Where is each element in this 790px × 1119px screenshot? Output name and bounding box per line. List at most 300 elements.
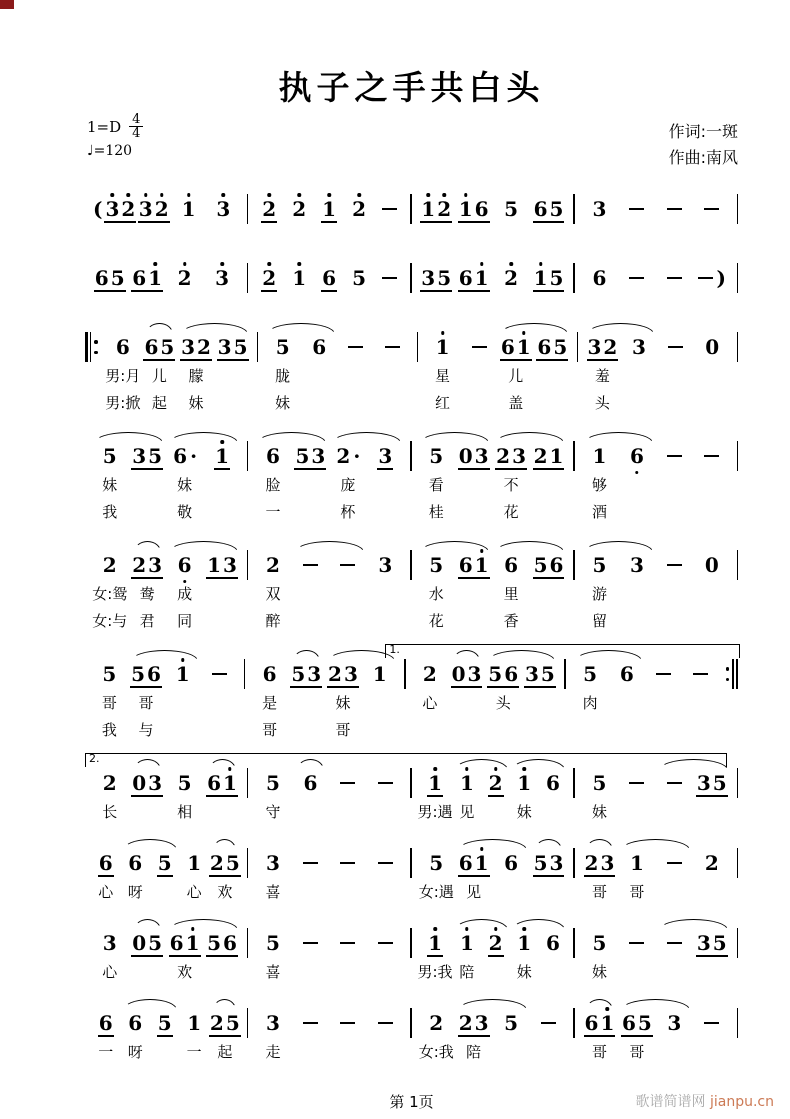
note-token: 0 3 [132, 771, 163, 795]
note-token: 2 [704, 851, 719, 875]
lyric-cell [455, 500, 492, 525]
lyric-cell [530, 880, 567, 905]
note-cell [264, 332, 301, 362]
note-cell [418, 441, 455, 471]
dash-hold [668, 346, 683, 349]
note-token [338, 851, 357, 875]
dash-hold [378, 782, 393, 785]
note-token: 5 [352, 266, 367, 290]
note-cell [374, 263, 404, 293]
note-cell [128, 928, 165, 958]
note-token: 5 [429, 851, 444, 875]
measure [412, 928, 574, 985]
measure [248, 441, 410, 525]
note-token [666, 335, 685, 359]
note-token [539, 1011, 558, 1035]
lyric-cell: 呀 [127, 1043, 143, 1061]
corner-artifact [0, 0, 14, 9]
note-token: 1 [435, 335, 451, 359]
lyric-cell: 喜 [265, 963, 281, 981]
note-cell [128, 550, 165, 580]
octave-dot-above [465, 927, 469, 931]
lyric-cell: 君 [139, 612, 155, 630]
lyric-cell [292, 960, 329, 985]
note-token: 6 5 [533, 197, 564, 221]
lyric-cell [292, 800, 329, 825]
lyric-cell: 看 [428, 476, 444, 494]
octave-dot-above [606, 1007, 610, 1011]
barline [737, 332, 739, 362]
note-cell [530, 550, 567, 580]
lyric-cell [572, 718, 609, 743]
measure [248, 928, 410, 985]
note-cell [120, 848, 149, 878]
lyric-cell: 心 [422, 694, 438, 712]
measure [412, 441, 574, 525]
measure [406, 659, 565, 743]
measure [412, 263, 574, 293]
octave-dot-above [522, 927, 526, 931]
lyric-cell [128, 960, 165, 985]
lyric-cell [618, 473, 655, 498]
octave-dot-below [635, 471, 639, 475]
note-token: 6 1 [206, 771, 238, 797]
lyric-cell [693, 473, 730, 498]
note-cell [292, 928, 329, 958]
octave-dot-above [327, 193, 331, 197]
lyric-cell: 欢 [217, 883, 233, 901]
slur-arc [586, 839, 613, 850]
note-token: 5 [592, 931, 607, 955]
note-token: 5 [504, 1011, 519, 1035]
note-cell [481, 768, 510, 798]
note-cell [171, 194, 206, 224]
note-cell [418, 263, 455, 293]
note-cell [418, 848, 455, 878]
octave-dot-above [539, 262, 543, 266]
note-token: 3 [378, 553, 393, 577]
lyric-cell: 哥 [101, 694, 117, 712]
lyric-cell: 妹 [591, 803, 607, 821]
lyric-cell [203, 500, 240, 525]
note-token: 6 1 [131, 266, 163, 292]
note-token [665, 931, 684, 955]
lyricist-credit: 作词:一斑 [668, 122, 738, 141]
barline [737, 263, 739, 293]
note-token: 2 5 [209, 851, 240, 875]
octave-dot-above [153, 262, 157, 266]
note-token: 3 2 [181, 335, 211, 359]
note-cell [254, 441, 291, 471]
note-cell [203, 768, 240, 798]
lyric-cell [367, 960, 404, 985]
lyric-cell: 女:我 [418, 1043, 454, 1061]
lyric-cell: 见 [466, 883, 482, 901]
note-cell [510, 928, 539, 958]
note-cell [367, 768, 404, 798]
note-token: 6 5 [537, 335, 568, 359]
note-token: 1 [187, 851, 202, 875]
note-token: 5 6 [207, 931, 237, 955]
note-token [665, 771, 684, 795]
slur-arc [213, 839, 236, 850]
note-cell [618, 928, 655, 958]
note-token: 2 [291, 197, 307, 221]
lyric-cell: 起 [151, 394, 167, 412]
slur-arc [293, 650, 319, 661]
note-token: 3 5 [524, 662, 555, 686]
note-cell [492, 263, 529, 293]
measure [412, 768, 574, 825]
lyric-cell: 妹 [177, 476, 193, 494]
note-cell [656, 263, 693, 293]
octave-dot-above [267, 193, 271, 197]
measure [248, 194, 410, 224]
lyric-cell: 酒 [591, 503, 607, 521]
note-token: 6 1 [584, 1011, 616, 1037]
note-cell [412, 659, 449, 689]
lyric-cell [455, 473, 492, 498]
dash-hold [212, 673, 227, 676]
note-token [696, 266, 715, 290]
lyric-cell: 女:鸳 [92, 585, 128, 603]
note-token [627, 931, 646, 955]
note-token: 1 [291, 266, 307, 290]
note-cell [539, 768, 568, 798]
note-cell [693, 263, 730, 293]
note-token [301, 553, 320, 577]
note-cell [656, 194, 693, 224]
lyric-cell [338, 364, 375, 389]
note-cell [618, 550, 655, 580]
lyric-cell: 红 [435, 394, 451, 412]
lyric-cell [530, 582, 567, 607]
lyric-cell: 起 [217, 1043, 233, 1061]
augmentation-dot: · [353, 444, 361, 468]
note-token: 6 [545, 931, 560, 955]
note-token: 3 [102, 931, 117, 955]
measure [248, 263, 410, 293]
note-token: 6 [177, 553, 193, 577]
lyric-cell [201, 691, 238, 716]
note-token [470, 335, 489, 359]
note-cell [367, 441, 404, 471]
note-token: 1 3 [207, 553, 237, 577]
watermark-link[interactable]: jianpu.cn [709, 1094, 774, 1110]
dash-hold [667, 455, 682, 458]
dash-hold [382, 208, 397, 211]
lyric-cell: 哥 [335, 721, 351, 739]
note-cell [206, 194, 241, 224]
lyric-cell: 不 [503, 476, 519, 494]
lyric-cell [530, 1040, 567, 1065]
lyric-cell [367, 500, 404, 525]
lyric-cell: 盖 [508, 394, 524, 412]
lyric-cell [448, 718, 485, 743]
note-cell [292, 768, 329, 798]
note-cell [455, 441, 492, 471]
lyric-cell [481, 960, 510, 985]
note-token [376, 771, 395, 795]
note-token: 2 5 [209, 1011, 240, 1035]
barline [737, 848, 739, 878]
note-token [627, 266, 646, 290]
page-number: 第 1页 [389, 1093, 434, 1111]
note-cell [418, 1008, 455, 1038]
note-cell [254, 263, 284, 293]
note-cell [572, 659, 609, 689]
note-cell [645, 659, 682, 689]
lyric-cell [455, 609, 492, 634]
lyric-cell [539, 960, 568, 985]
octave-dot-above [111, 193, 115, 197]
octave-dot-above [127, 193, 131, 197]
dash-hold [656, 673, 671, 676]
note-cell [453, 928, 482, 958]
note-cell [179, 1008, 208, 1038]
note-cell [367, 1008, 404, 1038]
dash-hold [667, 208, 682, 211]
note-token: 6 1 [458, 553, 490, 579]
note-token: 2 1 [533, 444, 564, 468]
note-token: 1 [372, 662, 387, 686]
note-cell [424, 332, 461, 362]
note-token: 3 [214, 266, 230, 290]
barline [737, 768, 739, 798]
lyric-cell [367, 473, 404, 498]
note-token: 1 [459, 931, 475, 955]
open-paren: ( [93, 197, 103, 221]
note-cell [581, 550, 618, 580]
note-cell [455, 550, 492, 580]
note-cell [91, 441, 128, 471]
note-token: 1 [181, 197, 197, 221]
lyric-cell [292, 500, 329, 525]
note-cell [455, 1008, 492, 1038]
system [85, 833, 738, 905]
lyric-cell [329, 960, 366, 985]
note-cell [166, 928, 203, 958]
note-token: 6 [504, 553, 519, 577]
lyric-cell: 醉 [265, 612, 281, 630]
note-token: 1 [427, 931, 443, 957]
note-cell [656, 848, 693, 878]
lyric-cell [367, 800, 404, 825]
note-token: 5 [177, 771, 192, 795]
note-token: 5 6 [131, 662, 161, 686]
octave-dot-above [442, 193, 446, 197]
note-cell [166, 550, 203, 580]
lyric-cell [657, 364, 694, 389]
lyric-cell [492, 1040, 529, 1065]
lyric-cell: 双 [265, 585, 281, 603]
measure [578, 332, 736, 416]
measure [575, 441, 737, 525]
note-token: 6 [262, 662, 277, 686]
lyric-cell: 女:与 [92, 612, 128, 630]
measure [85, 768, 247, 825]
note-cell [292, 848, 329, 878]
measure [85, 263, 247, 293]
note-cell [492, 194, 529, 224]
lyric-cell [367, 880, 404, 905]
note-cell [209, 1008, 241, 1038]
note-token: 2 [429, 1011, 444, 1035]
lyric-cell [492, 880, 529, 905]
time-signature [129, 113, 143, 140]
note-token: 6 1 [500, 335, 532, 361]
note-token [665, 266, 684, 290]
note-token: 3 [629, 553, 644, 577]
note-token: 6 [629, 444, 645, 468]
note-token [627, 771, 646, 795]
note-cell [254, 194, 284, 224]
lyric-cell [539, 800, 568, 825]
octave-dot-above [480, 262, 484, 266]
measure [575, 768, 737, 825]
volta-label: 2. [89, 752, 100, 765]
note-token: 2 [503, 266, 519, 290]
key-signature: 1=D [87, 117, 122, 136]
lyric-cell [203, 473, 240, 498]
lyric-cell [329, 582, 366, 607]
dash-hold [303, 862, 318, 865]
note-cell [455, 194, 492, 224]
note-cell [418, 194, 455, 224]
measure [85, 194, 247, 224]
note-token: 5 [157, 851, 172, 875]
note-token: 5 [504, 197, 519, 221]
lyric-cell [292, 473, 329, 498]
note-cell [581, 263, 618, 293]
measure [85, 441, 247, 525]
lyric-cell: 心 [98, 883, 114, 901]
dash-hold [472, 346, 487, 349]
dash-hold [629, 208, 644, 211]
dash-hold [704, 1022, 719, 1025]
note-cell [292, 1008, 329, 1038]
note-token [627, 197, 646, 221]
repeat-end-barline [725, 659, 739, 689]
lyric-cell: 庞 [340, 476, 356, 494]
note-token: 2 3 [584, 851, 615, 875]
note-cell [693, 928, 730, 958]
note-token: 2 [351, 197, 367, 221]
measure [85, 659, 244, 743]
note-cell [329, 1008, 366, 1038]
measure [575, 848, 737, 905]
note-cell [530, 263, 567, 293]
lyric-cell [693, 609, 730, 634]
lyric-cell [656, 582, 693, 607]
tempo-mark: ♩=120 [87, 143, 133, 159]
lyric-cell [292, 880, 329, 905]
dash-hold [693, 673, 708, 676]
measure [575, 928, 737, 985]
note-cell [292, 550, 329, 580]
dash-hold [667, 942, 682, 945]
note-token [702, 444, 721, 468]
lyric-cell: 与 [138, 721, 154, 739]
measure [258, 332, 416, 416]
lyric-cell: 同 [177, 612, 193, 630]
note-token: 3 [592, 197, 607, 221]
note-cell [166, 263, 203, 293]
note-token: 6 [98, 851, 113, 875]
barline [737, 441, 739, 471]
lyric-cell [682, 691, 719, 716]
lyric-cell [367, 1040, 404, 1065]
note-cell [367, 928, 404, 958]
lyric-cell [288, 691, 325, 716]
lyric-cell [693, 960, 730, 985]
lyric-cell: 水 [428, 585, 444, 603]
credits [669, 119, 738, 171]
note-token: 6 [98, 1011, 113, 1035]
lyric-cell: 鸯 [139, 585, 155, 603]
lyric-cell: 头 [495, 694, 511, 712]
note-token: 0 [704, 553, 719, 577]
note-cell [91, 1008, 120, 1038]
measure [85, 928, 247, 985]
lyric-cell [522, 718, 559, 743]
octave-dot-above [433, 927, 437, 931]
note-token: 3 5 [696, 771, 727, 795]
note-cell [510, 768, 539, 798]
note-token: 1 [321, 197, 337, 223]
lyric-cell [534, 364, 571, 389]
lyric-cell [693, 1040, 730, 1065]
note-token: 6 [303, 771, 318, 795]
octave-dot-above [433, 767, 437, 771]
note-cell [693, 194, 730, 224]
measure [412, 550, 574, 634]
note-token: 3 2 [138, 197, 170, 223]
system [85, 179, 738, 224]
dash-hold [667, 862, 682, 865]
note-cell [128, 263, 165, 293]
lyric-cell [338, 391, 375, 416]
note-cell [91, 768, 128, 798]
measure [412, 848, 574, 905]
note-cell [128, 659, 165, 689]
lyric-cell: 桂 [428, 503, 444, 521]
octave-dot-below [183, 580, 187, 584]
lyric-cell: 心 [186, 883, 202, 901]
octave-dot-above [509, 262, 513, 266]
lyric-cell: 妹 [516, 803, 532, 821]
note-token: 3 [632, 335, 646, 359]
lyric-cell [693, 880, 730, 905]
lyric-cell [656, 473, 693, 498]
note-cell [214, 332, 251, 362]
note-cell [179, 848, 208, 878]
note-cell [251, 659, 288, 689]
note-cell [581, 194, 618, 224]
lyric-cell: 男:遇 [417, 803, 453, 821]
note-cell [530, 848, 567, 878]
lyric-cell: 妹 [591, 963, 607, 981]
note-token [376, 851, 395, 875]
octave-dot-above [297, 193, 301, 197]
lyric-cell [645, 691, 682, 716]
note-cell [455, 848, 492, 878]
lyric-cell: 胧 [275, 367, 291, 385]
note-cell [461, 332, 498, 362]
note-token [702, 1011, 721, 1035]
note-cell [656, 768, 693, 798]
note-cell [254, 848, 291, 878]
